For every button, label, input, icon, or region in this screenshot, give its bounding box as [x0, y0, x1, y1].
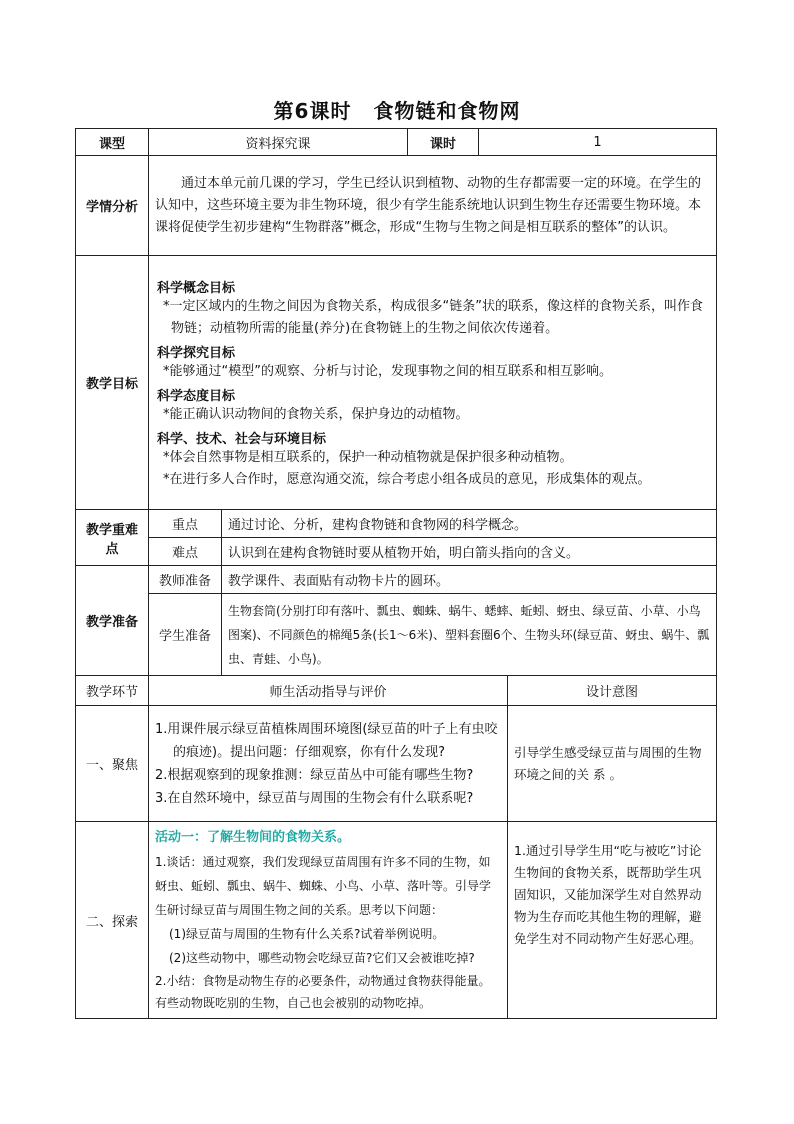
course-type-value: 资料探究课 — [149, 129, 408, 156]
table-row — [76, 129, 717, 156]
focus-item-3: 3.在自然环境中，绿豆苗与周围的生物会有什么联系呢? — [155, 790, 474, 806]
table-row — [76, 822, 717, 1019]
student-prep-label: 学生准备 — [149, 594, 222, 676]
focus-item-2: 2.根据观察到的现象推测：绿豆苗丛中可能有哪些生物? — [155, 767, 474, 783]
table-row — [76, 156, 717, 256]
goal-inquiry-text: *能够通过“模型”的观察、分析与讨论，发现事物之间的相互联系和相互影响。 — [163, 363, 612, 379]
stage-focus-label: 一、聚焦 — [76, 706, 149, 822]
lesson-plan-table — [75, 128, 717, 1019]
table-row — [76, 706, 717, 822]
prep-label: 教学准备 — [76, 566, 149, 676]
goal-stse-text-1: *体会自然事物是相互联系的，保护一种动植物就是保护很多种动植物。 — [163, 449, 573, 465]
explore-design-text: 1.通过引导学生用“吃与被吃”讨论生物间的食物关系，既帮助学生巩固知识，又能加深学生对自然界动物为生存而吃其他生物的理解，避免学生对不同动物产生好恶心理。 — [508, 822, 717, 1019]
stage-header: 教学环节 — [76, 676, 149, 706]
design-header: 设计意图 — [508, 676, 717, 706]
student-prep-text: 生物套筒(分别打印有落叶、瓢虫、蜘蛛、蜗牛、蟋蟀、蚯蚓、蚜虫、绿豆苗、小草、小鸟图案)、不同颜色的棉绳5条(长1～6米)、塑料套圈6个、生物头环(绿豆苗、蚜虫、蜗牛、瓢虫、青蛙、小鸟)。 — [222, 594, 717, 676]
explore-question-2: (2)这些动物中，哪些动物会吃绿豆苗?它们又会被谁吃掉? — [169, 951, 475, 965]
table-row — [76, 510, 717, 538]
page-title — [0, 95, 794, 124]
focus-item-1: 1.用课件展示绿豆苗植株周围环境图(绿豆苗的叶子上有虫咬 的痕迹)。提出问题：仔细观察，你有什么发现? — [155, 721, 498, 760]
explore-question-1: (1)绿豆苗与周围的生物有什么关系?试着举例说明。 — [169, 927, 445, 941]
class-hours-label: 课时 — [408, 129, 479, 156]
explore-summary: 2.小结：食物是动物生存的必要条件，动物通过食物获得能量。有些动物既吃别的生物，自己也会被别的动物吃掉。 — [155, 974, 491, 1010]
goal-attitude-text: *能正确认识动物间的食物关系，保护身边的动植物。 — [163, 406, 469, 422]
analysis-text: 通过本单元前几课的学习，学生已经认识到植物、动物的生存都需要一定的环境。在学生的认知中，这些环境主要为非生物环境，很少有学生能系统地认识到生物生存还需要生物环境。本课将促使学生初步建构“生物群落”概念，形成“生物与生物之间是相互联系的整体”的认识。 — [149, 156, 717, 256]
table-row — [76, 594, 717, 676]
class-hours-value: 1 — [479, 129, 717, 156]
stage-explore-label: 二、探索 — [76, 822, 149, 1019]
goal-concept-text: *一定区域内的生物之间因为食物关系，构成很多“链条”状的联系，像这样的食物关系，叫作食物链；动植物所需的能量(养分)在食物链上的生物之间依次传递着。 — [163, 298, 703, 336]
teacher-prep-text: 教学课件、表面贴有动物卡片的圆环。 — [222, 566, 717, 594]
lesson-name: 食物链和食物网 — [373, 99, 521, 123]
goal-heading-stse: 科学、技术、社会与环境目标 — [157, 431, 327, 447]
table-row — [76, 676, 717, 706]
goal-heading-inquiry: 科学探究目标 — [157, 345, 236, 361]
difficulty-label: 难点 — [149, 538, 222, 566]
goals-label: 教学目标 — [76, 256, 149, 510]
goal-stse-text-2: *在进行多人合作时，愿意沟通交流，综合考虑小组各成员的意见，形成集体的观点。 — [163, 471, 651, 487]
activity-one-title: 活动一：了解生物间的食物关系。 — [155, 830, 351, 845]
table-row — [76, 256, 717, 510]
lesson-number: 第6课时 — [273, 99, 352, 123]
teacher-prep-label: 教师准备 — [149, 566, 222, 594]
analysis-label: 学情分析 — [76, 156, 149, 256]
key-text: 通过讨论、分析，建构食物链和食物网的科学概念。 — [222, 510, 717, 538]
explore-talk-text: 1.谈话：通过观察，我们发现绿豆苗周围有许多不同的生物，如蚜虫、蚯蚓、瓢虫、蜗牛、蜘蛛、小鸟、小草、落叶等。引导学生研讨绿豆苗与周围生物之间的关系。思考以下问题： — [155, 855, 492, 917]
focus-design-text: 引导学生感受绿豆苗与周围的生物环境之间的关 系 。 — [508, 706, 717, 822]
table-row — [76, 538, 717, 566]
goal-heading-attitude: 科学态度目标 — [157, 388, 236, 404]
key-label: 重点 — [149, 510, 222, 538]
activity-header: 师生活动指导与评价 — [149, 676, 508, 706]
key-points-label: 教学重难点 — [76, 510, 149, 566]
table-row — [76, 566, 717, 594]
goal-heading-concept: 科学概念目标 — [157, 280, 236, 296]
difficulty-text: 认识到在建构食物链时要从植物开始，明白箭头指向的含义。 — [222, 538, 717, 566]
course-type-label: 课型 — [76, 129, 149, 156]
